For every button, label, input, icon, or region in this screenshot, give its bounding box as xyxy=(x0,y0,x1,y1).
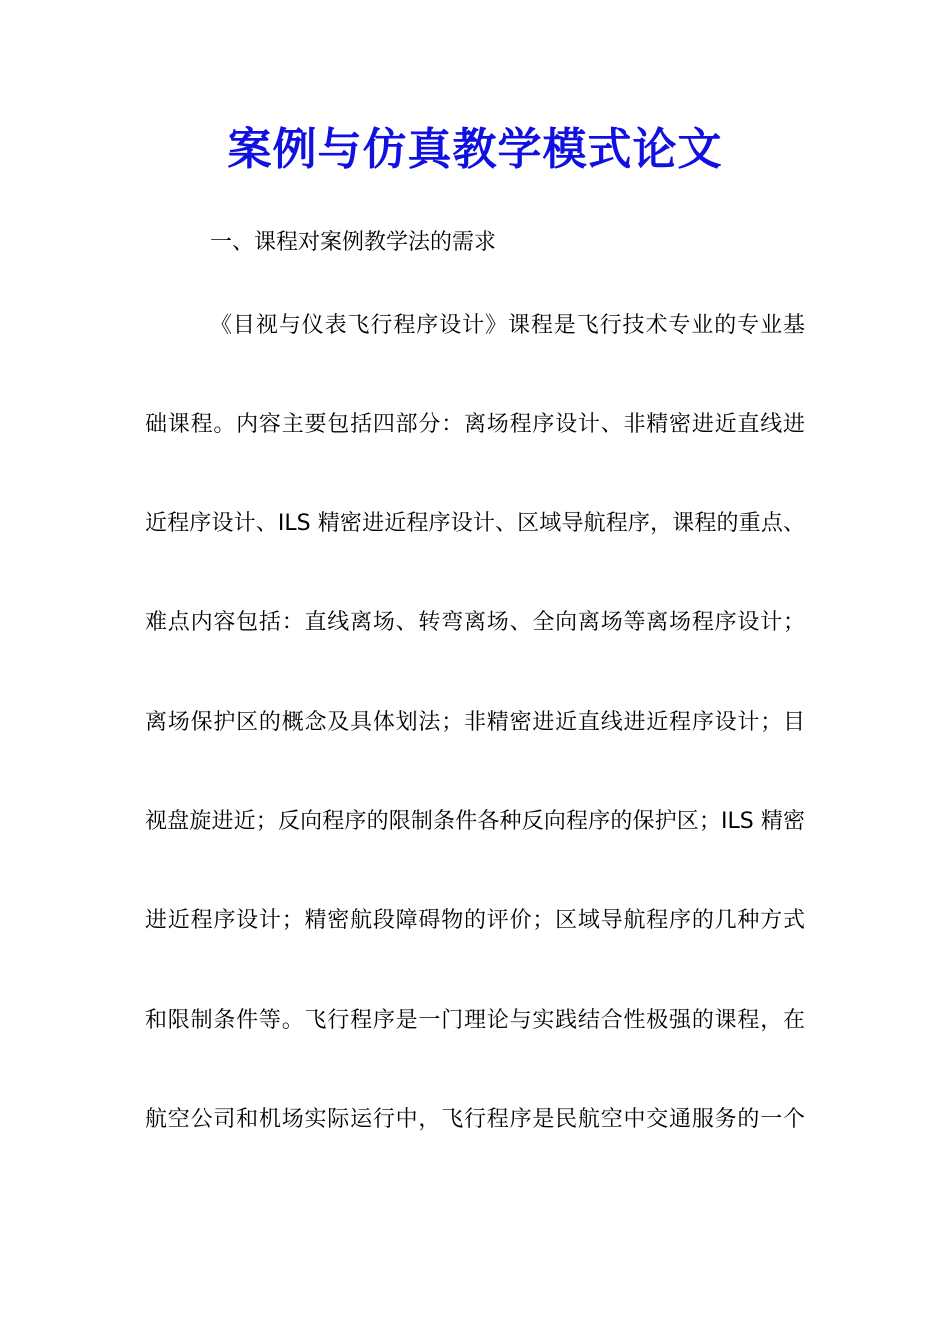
paragraph-line: 近程序设计、ILS 精密进近程序设计、区域导航程序，课程的重点、 xyxy=(145,511,805,536)
paragraph-line: 和限制条件等。飞行程序是一门理论与实践结合性极强的课程，在 xyxy=(145,1008,805,1033)
paragraph-line: 离场保护区的概念及具体划法；非精密进近直线进近程序设计；目 xyxy=(145,710,805,735)
section-heading: 一、课程对案例教学法的需求 xyxy=(210,230,497,255)
paragraph-line: 《目视与仪表飞行程序设计》课程是飞行技术专业的专业基 xyxy=(210,313,805,338)
paragraph-line: 视盘旋进近；反向程序的限制条件各种反向程序的保护区；ILS 精密 xyxy=(145,809,805,834)
paragraph-line: 航空公司和机场实际运行中，飞行程序是民航空中交通服务的一个 xyxy=(145,1107,805,1132)
paragraph-line: 难点内容包括：直线离场、转弯离场、全向离场等离场程序设计； xyxy=(145,610,805,635)
paragraph-line: 础课程。内容主要包括四部分：离场程序设计、非精密进近直线进 xyxy=(145,412,805,437)
document-title: 案例与仿真教学模式论文 xyxy=(227,124,723,175)
paragraph-line: 进近程序设计；精密航段障碍物的评价；区域导航程序的几种方式 xyxy=(145,908,805,933)
